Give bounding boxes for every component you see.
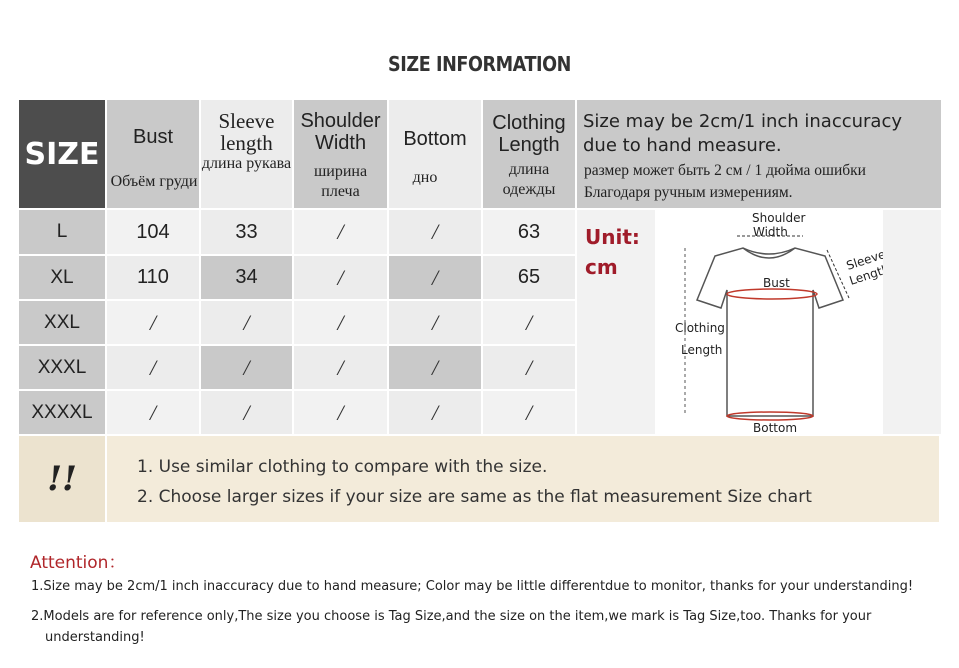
tips-box (107, 436, 939, 522)
diagram-label-clothing: Clothing (675, 321, 725, 335)
column-header-ru: длина рукава (201, 155, 292, 172)
size-label: XL (19, 256, 105, 299)
tshirt-collar (743, 248, 795, 258)
sleeve-arrow (827, 250, 849, 298)
table-cell: / (389, 391, 481, 434)
table-cell: 33 (201, 210, 292, 254)
column-header-ru: Объём груди (110, 173, 198, 190)
table-cell: 34 (201, 256, 292, 299)
column-header-ru: длина одежды (502, 161, 556, 198)
diagram-label-width: Width (753, 225, 788, 239)
column-header-sleeve (201, 100, 292, 208)
diagram-label-sleeve: Sleeve (844, 247, 883, 273)
column-header-ru: дно (412, 169, 438, 186)
column-header-bottom (389, 100, 481, 208)
diagram-label-bottom: Bottom (753, 421, 798, 434)
note-en-line2: due to hand measure. (583, 135, 782, 156)
diagram-label-sleeve-length: Length (847, 261, 883, 288)
note-en-line1: Size may be 2cm/1 inch inaccuracy (583, 111, 903, 132)
table-cell: / (107, 391, 199, 434)
column-header-clothing-length (483, 100, 575, 208)
diagram-label-shoulder: Shoulder (752, 211, 806, 225)
column-header-bust (107, 100, 199, 208)
table-cell: 65 (483, 256, 575, 299)
table-cell: / (294, 391, 387, 434)
column-header-en: Bust (132, 126, 174, 148)
note-ru-line2: Благодаря ручным измерениям. (584, 184, 793, 201)
table-cell: / (201, 301, 292, 344)
table-cell: / (201, 346, 292, 389)
unit-value: cm (585, 255, 618, 279)
table-cell: / (389, 346, 481, 389)
table-cell: / (294, 210, 387, 254)
table-cell: / (483, 391, 575, 434)
unit-label: Unit: (585, 225, 640, 249)
table-cell: 104 (107, 210, 199, 254)
column-header-en: Bottom (403, 128, 467, 150)
attention-line-1: 1.Size may be 2cm/1 inch inaccuracy due to hand measure; Color may be little differentdue to monitor, thanks for your understanding! (31, 579, 914, 594)
note-ru-line1: размер может быть 2 см / 1 дюйма ошибки (584, 162, 866, 179)
table-cell: / (483, 346, 575, 389)
table-cell: / (294, 301, 387, 344)
table-cell: / (389, 256, 481, 299)
diagram-label-bust: Bust (763, 276, 790, 290)
tshirt-diagram-svg (655, 210, 883, 434)
accuracy-note (577, 100, 941, 208)
table-cell: / (201, 391, 292, 434)
column-header-shoulder (294, 100, 387, 208)
warning-icon (19, 436, 105, 522)
attention-line-2: 2.Models are for reference only,The size you choose is Tag Size,and the size on the item,we mark is Tag Size,too. Thanks for your (31, 609, 872, 624)
table-cell: / (107, 301, 199, 344)
table-cell: / (294, 346, 387, 389)
bust-marker (727, 289, 817, 299)
table-cell: / (389, 301, 481, 344)
table-cell: 110 (107, 256, 199, 299)
size-label: XXXXL (19, 391, 105, 434)
table-cell: 63 (483, 210, 575, 254)
tip-line-2: 2. Choose larger sizes if your size are same as the flat measurement Size chart (137, 487, 812, 507)
size-header: SIZE (19, 100, 105, 208)
size-label: L (19, 210, 105, 254)
attention-line-2-cont: understanding! (45, 630, 145, 645)
size-label: XXL (19, 301, 105, 344)
tip-line-1: 1. Use similar clothing to compare with the size. (137, 457, 548, 477)
size-label: XXXL (19, 346, 105, 389)
column-header-en: Clothing Length (492, 112, 566, 156)
column-header-en: Sleeve length (218, 109, 275, 155)
table-cell: / (107, 346, 199, 389)
table-cell: / (294, 256, 387, 299)
column-header-en: Shoulder Width (300, 110, 381, 154)
measurement-panel (577, 210, 941, 434)
column-header-ru: ширина плеча (313, 163, 368, 200)
exclamation-icon: !! (47, 459, 77, 499)
table-cell: / (483, 301, 575, 344)
diagram-label-clothing-length: Length (681, 343, 723, 357)
attention-title: Attention： (30, 553, 126, 573)
table-cell: / (389, 210, 481, 254)
page-title: SIZE INFORMATION (388, 52, 571, 76)
tshirt-diagram (655, 210, 883, 434)
